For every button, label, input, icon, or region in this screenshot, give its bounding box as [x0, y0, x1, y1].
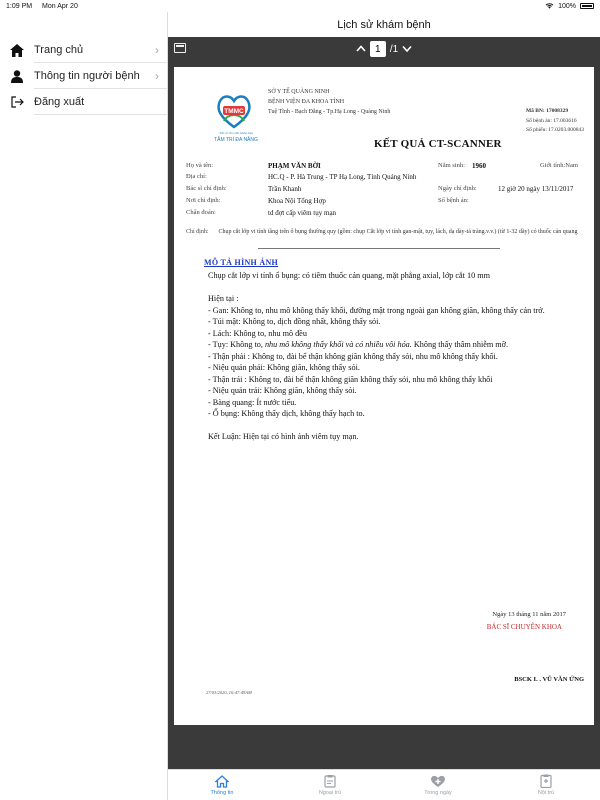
report-line: - Lách: Không to, nhu mô đều	[208, 328, 307, 338]
report-intro: Chụp cắt lớp vi tính ổ bụng: có tiêm thuốc cản quang, mặt phẳng axial, lớp cắt 10 mm	[208, 271, 490, 280]
sidebar-item-patient-info[interactable]	[0, 63, 167, 89]
indication	[186, 227, 586, 237]
report-line: - Thận phải : Không to, đài bể thận không giãn không thấy sỏi, nhu mô không thấy khối.	[208, 351, 498, 361]
clipboard-icon	[322, 774, 338, 788]
logo-slogan: TÂM TRÍ ĐA NĂNG	[214, 137, 258, 143]
diagnosis: td đợt cấp viêm tụy mạn	[268, 209, 337, 217]
divider	[34, 114, 167, 115]
record-number-label: Số bệnh án:	[438, 197, 469, 204]
gender: Giới tính:Nam	[540, 162, 578, 169]
chevron-right-icon: ›	[155, 43, 159, 57]
tab-label: Thông tin	[210, 790, 234, 796]
tab-ngoai-tru[interactable]	[276, 770, 384, 800]
pdf-page	[174, 67, 594, 725]
pdf-viewer[interactable]	[168, 61, 600, 781]
order-date-label: Ngày chỉ định:	[438, 185, 477, 192]
birth-year: 1960	[472, 162, 486, 170]
sidebar-item-logout[interactable]	[0, 89, 167, 115]
birth-year-label: Năm sinh:	[438, 162, 465, 169]
sidebar	[0, 12, 168, 800]
document-title: KẾT QUẢ CT-SCANNER	[374, 138, 502, 150]
status-time: 1:09 PM	[6, 2, 33, 10]
report-line: Hiện tại :	[208, 294, 239, 303]
sidebar-item-label: Trang chủ	[34, 44, 84, 56]
slip-number: Số phiếu: 17.0203.000843	[525, 127, 584, 133]
status-bar	[0, 0, 600, 12]
report-line: - Bàng quang: Ít nước tiểu.	[208, 397, 297, 407]
divider	[258, 248, 500, 249]
indication-label: Chỉ định:	[186, 229, 209, 235]
report-line: - Thận trái : Không to, đài bể thận không giãn không thấy sỏi, nhu mô không thấy khối	[208, 374, 493, 384]
chevron-up-icon[interactable]	[356, 44, 366, 55]
report-line: - Túi mật: Không to, dịch đồng nhất, không thấy sỏi.	[208, 317, 381, 326]
ordering-doctor: Trần Khanh	[268, 185, 302, 193]
person-icon	[10, 69, 24, 83]
heart-plus-icon	[430, 774, 446, 788]
tab-label: Trong ngày	[424, 790, 452, 796]
report-line: - Niệu quản phải: Không giãn, không thấy sỏi.	[208, 363, 360, 372]
org-line: BỆNH VIỆN ĐA KHOA TỈNH	[268, 99, 345, 105]
page-title: Lịch sử khám bệnh	[337, 18, 431, 31]
logo-tagline: Tất cả cho sức khỏe bạn	[219, 131, 253, 135]
org-line: SỞ Y TẾ QUẢNG NINH	[268, 89, 330, 95]
battery-percent: 100%	[558, 2, 576, 10]
medical-chart-icon	[538, 774, 554, 788]
tab-label: Ngoại trú	[318, 790, 342, 796]
patient-name: PHẠM VĂN BỜI	[268, 162, 321, 170]
chevron-down-icon[interactable]	[402, 44, 412, 55]
page-total: /1	[389, 43, 399, 55]
report-line: - Niệu quản trái: Không giãn, không thấy sỏi.	[208, 386, 357, 395]
home-icon	[214, 774, 230, 788]
org-line: Tuệ Tĩnh - Bạch Đằng - Tp.Hạ Long - Quảng Ninh	[268, 109, 391, 115]
patient-id: Mã BN: 17008329	[525, 108, 569, 114]
thumbnail-sidebar-icon[interactable]	[174, 43, 186, 53]
medical-record-number: Số bệnh án: 17.003616	[525, 117, 577, 124]
main-panel	[168, 12, 600, 800]
diagnosis-label: Chẩn đoán:	[186, 209, 216, 216]
order-date: 12 giờ 20 ngày 13/11/2017	[498, 185, 574, 193]
doctor-label: Bác sĩ chỉ định:	[186, 185, 227, 192]
tab-noi-tru[interactable]	[492, 770, 600, 800]
report-conclusion: Kết Luận: Hiện tại có hình ảnh viêm tụy mạn.	[208, 432, 359, 441]
chevron-right-icon: ›	[155, 69, 159, 83]
printed-timestamp: 27/03/2020, 10:47:49AM	[206, 690, 252, 695]
sidebar-item-label: Thông tin người bệnh	[34, 70, 140, 82]
report-line: - Tụy: Không to, nhu mô không thấy khối và có nhiều vôi hóa. Không thấy thâm nhiễm mỡ.	[208, 340, 509, 349]
tab-thong-tin[interactable]	[168, 770, 276, 800]
tab-bar	[168, 769, 600, 800]
report-line: - Gan: Không to, nhu mô không thấy khối, đường mật trong ngoài gan không giãn, không thấy cản trở.	[208, 305, 545, 315]
report-body	[208, 270, 578, 443]
address: HC.Q - P. Hà Trung - TP Hạ Long, Tỉnh Quảng Ninh	[268, 173, 417, 181]
pdf-toolbar	[168, 37, 600, 61]
ordering-department: Khoa Nội Tổng Hợp	[268, 197, 326, 205]
wifi-icon	[545, 2, 554, 11]
sidebar-item-home[interactable]	[0, 37, 167, 63]
signature-date: Ngày 13 tháng 11 năm 2017	[492, 611, 566, 618]
tab-trong-ngay[interactable]	[384, 770, 492, 800]
section-title: MÔ TẢ HÌNH ẢNH	[204, 258, 279, 267]
signature-name: BSCK I. . VŨ VĂN ỨNG	[514, 676, 584, 683]
name-label: Họ và tên:	[186, 162, 214, 169]
tab-label: Nội trú	[537, 790, 555, 796]
home-icon	[10, 43, 24, 57]
logout-icon	[10, 95, 24, 109]
status-date: Mon Apr 20	[42, 2, 78, 10]
record-ids	[526, 107, 584, 136]
address-label: Địa chỉ:	[186, 173, 207, 180]
report-line: - Ổ bụng: Không thấy dịch, không thấy hạch to.	[208, 409, 365, 418]
page-navigator	[356, 41, 412, 57]
hospital-logo	[214, 91, 258, 143]
sidebar-item-label: Đăng xuất	[34, 96, 85, 108]
signature-role: BÁC SĨ CHUYÊN KHOA	[486, 623, 562, 631]
page-number-input[interactable]: 1	[370, 41, 386, 57]
indication-text: Chụp cắt lớp vi tính tầng trên ổ bụng thường quy (gồm: chụp Cắt lớp vi tính gan-mật, tụy, lách, dạ dày-tá tràng.v.v.) (từ 1-32 dãy) có thuốc cản quang	[218, 229, 578, 235]
logo-letters: TMMC	[224, 108, 244, 115]
department-label: Nơi chỉ định:	[186, 197, 221, 204]
hospital-header	[268, 87, 390, 117]
battery-icon	[580, 3, 594, 9]
